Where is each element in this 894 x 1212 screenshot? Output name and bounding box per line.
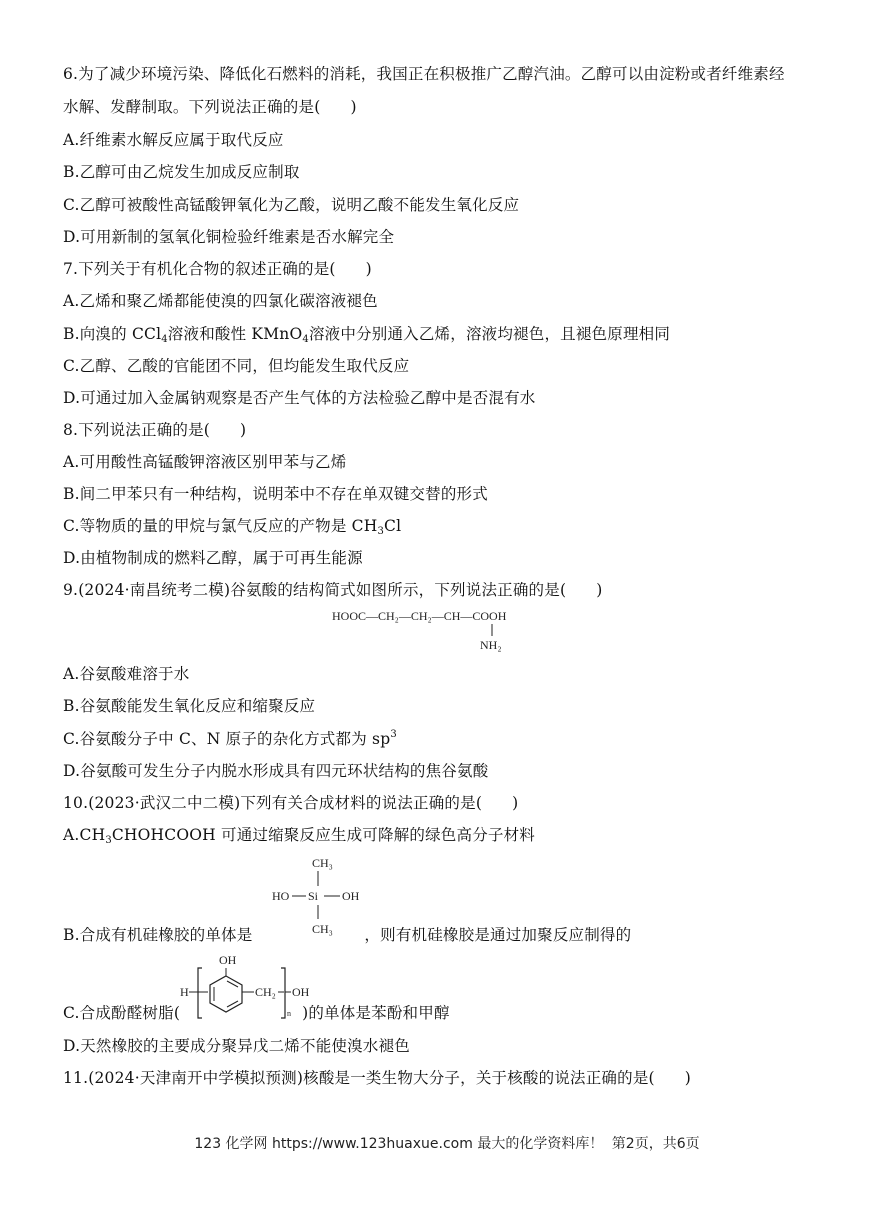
q7-option-a: A.乙烯和聚乙烯都能使溴的四氯化碳溶液褪色 [63,292,378,310]
q10-option-a [63,825,535,845]
q9-stem-text: 9.(2024·南昌统考二模)谷氨酸的结构简式如图所示，下列说法正确的是( [63,581,567,599]
q7-b-sub2: 4 [302,334,309,345]
silanediol-top-ch3: CH₃ [312,856,333,870]
q10-stem [63,793,518,813]
q10-option-d: D.天然橡胶的主要成分聚异戊二烯不能使溴水褪色 [63,1037,410,1055]
q7-b-text-pre: B.向溴的 CCl [63,325,162,343]
q7-option-c: C.乙醇、乙酸的官能团不同，但均能发生取代反应 [63,357,410,375]
q9-option-d: D.谷氨酸可发生分子内脱水形成具有四元环状结构的焦谷氨酸 [63,762,489,780]
q10-a-text-pre: A.CH [63,826,106,844]
q8-option-a: A.可用酸性高锰酸钾溶液区别甲苯与乙烯 [63,453,347,471]
q6-stem-text1: 6.为了减少环境污染、降低化石燃料的消耗，我国正在积极推广乙醇汽油。乙醇可以由淀粉或者纤维素经 [63,65,785,83]
q7-b-text-post: 溶液中分别通入乙烯，溶液均褪色，且褪色原理相同 [308,325,671,343]
q10-paren-close: ) [512,794,519,812]
q9-option-a: A.谷氨酸难溶于水 [63,665,190,683]
q8-option-d: D.由植物制成的燃料乙醇，属于可再生能源 [63,549,363,567]
q6-option-b: B.乙醇可由乙烷发生加成反应制取 [63,163,300,181]
glutamic-acid-nh2: NH₂ [480,638,502,652]
q7-b-sub1: 4 [161,334,168,345]
silanediol-right-oh: OH [342,889,360,903]
q9-option-b: B.谷氨酸能发生氧化反应和缩聚反应 [63,697,316,715]
q6-option-c: C.乙醇可被酸性高锰酸钾氧化为乙酸，说明乙酸不能发生氧化反应 [63,196,520,214]
q8-option-b: B.间二甲苯只有一种结构，说明苯中不存在单双键交替的形式 [63,485,488,503]
page-footer [0,1133,894,1153]
q11-stem-text: 11.(2024·天津南开中学模拟预测)核酸是一类生物大分子，关于核酸的说法正确的是( [63,1069,655,1087]
q8-c-text-pre: C.等物质的量的甲烷与氯气反应的产物是 CH [63,517,378,535]
q8-c-sub: 3 [377,526,385,537]
q8-paren-close: ) [240,421,247,439]
q9-option-c [63,729,397,749]
q10-option-c [63,1003,450,1023]
q6-stem-text2: 水解、发酵制取。下列说法正确的是( [63,98,321,116]
q7-stem [63,259,372,279]
footer-site-text: 123 化学网 https://www.123huaxue.com 最大的化学资料库！ [194,1136,604,1152]
q10-c-text-post: )的单体是苯酚和甲醇 [302,1004,450,1022]
q8-c-text-post: Cl [384,517,402,535]
q10-c-text-pre: C.合成酚醛树脂( [63,1004,181,1022]
glutamic-acid-chain: HOOC—CH₂—CH₂—CH—COOH [332,609,507,623]
q7-stem-text: 7.下列关于有机化合物的叙述正确的是( [63,260,336,278]
q6-stem-line2 [63,97,357,117]
glutamic-acid-structure [328,604,568,656]
resin-ch2: CH₂ [255,985,276,999]
q6-stem-line1 [63,64,785,84]
q6-paren-close: ) [350,98,357,116]
q10-stem-text: 10.(2023·武汉二中二模)下列有关合成材料的说法正确的是( [63,794,483,812]
q7-b-text-mid: 溶液和酸性 KMnO [167,325,303,343]
q11-stem [63,1068,691,1088]
q10-option-b [63,925,631,945]
resin-oh-top: OH [219,953,237,967]
q8-option-c [63,516,401,536]
silanediol-si: Si [308,889,319,903]
resin-oh-right: OH [292,985,310,999]
q7-option-d: D.可通过加入金属钠观察是否产生气体的方法检验乙醇中是否混有水 [63,389,536,407]
q9-stem [63,580,602,600]
q10-a-sub: 3 [105,835,112,846]
q11-paren-close: ) [684,1069,692,1087]
q8-stem-text: 8.下列说法正确的是( [63,421,211,439]
q6-option-d: D.可用新制的氢氧化铜检验纤维素是否水解完全 [63,228,395,246]
q7-option-b [63,324,670,344]
q10-a-text-post: CHOHCOOH 可通过缩聚反应生成可降解的绿色高分子材料 [111,826,535,844]
silanediol-left-oh: HO [272,889,290,903]
q9-paren-close: ) [596,581,603,599]
q9-c-text: C.谷氨酸分子中 C、N 原子的杂化方式都为 sp [63,730,391,748]
q9-c-sup: 3 [390,729,397,740]
q7-paren-close: ) [365,260,372,278]
resin-h-left: H [180,985,189,999]
q10-b-text-pre: B.合成有机硅橡胶的单体是 [63,926,253,944]
footer-page-number: 第2页，共6页 [611,1136,700,1152]
q10-b-text-post: ，则有机硅橡胶是通过加聚反应制得的 [364,926,632,944]
resin-n: n [287,1009,291,1018]
q6-option-a: A.纤维素水解反应属于取代反应 [63,131,284,149]
q8-stem [63,420,246,440]
silanediol-bottom-ch3: CH₃ [312,922,333,936]
